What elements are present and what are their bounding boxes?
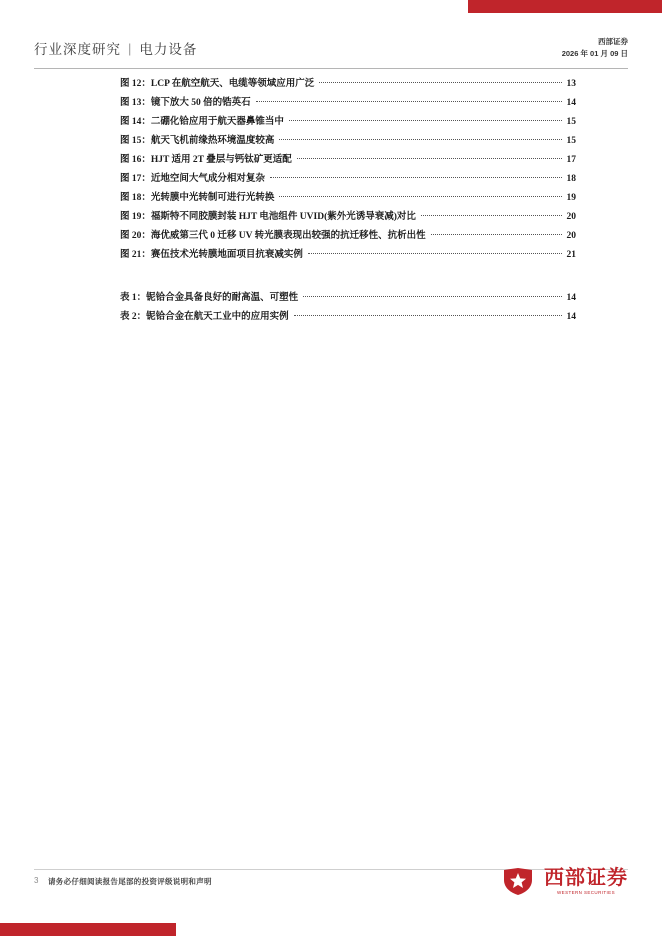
header-date: 2026 年 01 月 09 日 [561,48,628,58]
top-red-accent-bar [468,0,662,13]
header-rule [34,68,628,69]
toc-entry[interactable] [120,294,576,313]
toc-entry[interactable] [120,118,576,137]
toc-leader-dots [421,215,562,216]
toc-leader-dots [294,315,562,316]
page-footer [34,868,628,900]
toc-figure-list [120,80,576,270]
toc-entry-page: 14 [566,293,576,303]
footer-disclaimer: 请务必仔细阅读报告尾部的投资评级说明和声明 [48,877,212,886]
toc-entry[interactable] [120,156,576,175]
toc-entry-page: 15 [566,117,576,127]
toc-table-list [120,294,576,332]
header-breadcrumb [34,38,197,58]
toc-entry-page: 18 [566,174,576,184]
toc-leader-dots [279,139,561,140]
toc-entry[interactable] [120,99,576,118]
toc-entry-page: 21 [566,250,576,260]
toc-entry[interactable] [120,194,576,213]
logo-company-en: WESTERN SECURITIES [557,889,615,895]
toc-entry-page: 13 [566,79,576,89]
logo-mark-icon [498,866,538,896]
toc-entry-page: 19 [566,193,576,203]
toc-entry-label: 图 12：LCP 在航空航天、电缆等领域应用广泛 [120,79,315,89]
toc-entry-label: 表 2：铌铪合金在航天工业中的应用实例 [120,312,289,322]
bottom-red-accent-bar [0,923,176,936]
toc-leader-dots [431,234,562,235]
toc-entry-label: 图 17：近地空间大气成分相对复杂 [120,174,265,184]
toc-entry-page: 20 [566,212,576,222]
header-report-type: 行业深度研究 [34,42,121,57]
toc-leader-dots [319,82,561,83]
toc-entry-page: 20 [566,231,576,241]
toc-leader-dots [297,158,562,159]
toc-entry-label: 表 1：铌铪合金具备良好的耐高温、可塑性 [120,293,299,303]
toc-entry-label: 图 18：光转膜中光转制可进行光转换 [120,193,275,203]
toc-entry[interactable] [120,213,576,232]
toc-entry[interactable] [120,232,576,251]
toc-entry[interactable] [120,251,576,270]
header-company-name: 西部证券 [598,37,628,46]
toc-entry-page: 15 [566,136,576,146]
toc-leader-dots [279,196,561,197]
toc-leader-dots [308,253,562,254]
page-number: 3 [34,876,39,885]
toc-entry-label: 图 20：海优威第三代 0 迁移 UV 转光膜表现出较强的抗迁移性、抗析出性 [120,231,426,241]
table-of-contents [120,80,576,332]
toc-entry-label: 图 15：航天飞机前缘热环境温度较高 [120,136,275,146]
toc-leader-dots [289,120,562,121]
toc-entry-label: 图 16：HJT 适用 2T 叠层与钙钛矿更适配 [120,155,292,165]
logo-company-cn: 西部证券 [544,866,628,889]
toc-entry-page: 14 [566,98,576,108]
company-logo [498,866,628,896]
header-sector: 电力设备 [139,42,198,57]
header-meta [562,36,628,59]
toc-entry-page: 14 [566,312,576,322]
toc-entry[interactable] [120,80,576,99]
toc-entry-label: 图 14：二硼化铪应用于航天器鼻锥当中 [120,117,284,127]
toc-entry[interactable] [120,313,576,332]
page-header [34,38,628,68]
toc-entry[interactable] [120,175,576,194]
toc-entry[interactable] [120,137,576,156]
toc-leader-dots [303,296,561,297]
toc-leader-dots [256,101,562,102]
header-divider: | [128,40,133,56]
toc-entry-label: 图 21：赛伍技术光转膜地面项目抗衰减实例 [120,250,303,260]
toc-entry-label: 图 19：福斯特不同胶膜封装 HJT 电池组件 UVID(紫外光诱导衰减)对比 [120,212,416,222]
logo-wordmark [544,868,628,895]
toc-section-gap [120,270,576,294]
toc-entry-label: 图 13：镜下放大 50 倍的锆英石 [120,98,251,108]
toc-leader-dots [270,177,562,178]
toc-entry-page: 17 [566,155,576,165]
